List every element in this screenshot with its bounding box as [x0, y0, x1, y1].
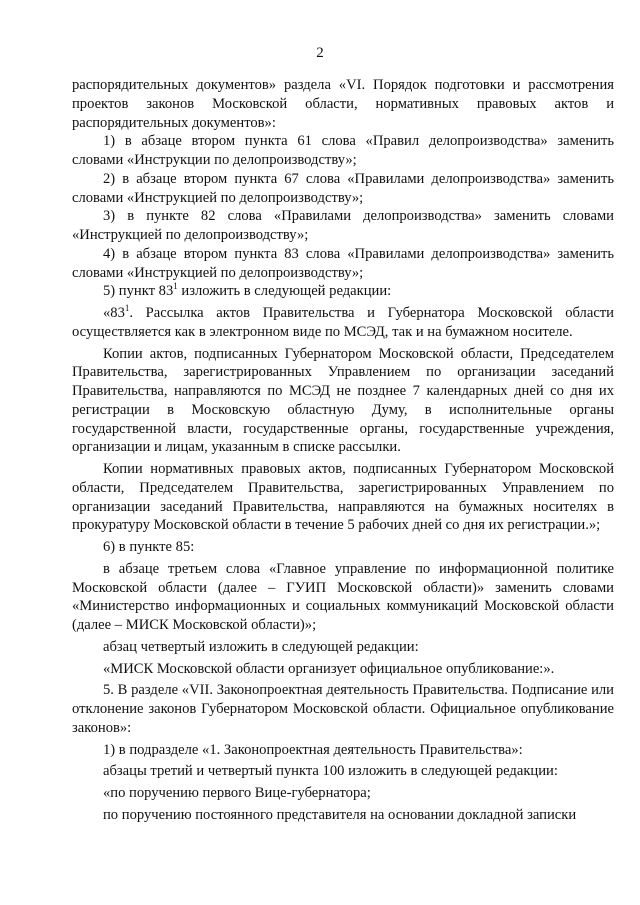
paragraph-text: 5) пункт 83 — [103, 283, 174, 300]
paragraph — [72, 282, 614, 301]
page-number: 2 — [316, 45, 324, 61]
paragraph: 1) в подразделе «1. Законопроектная деятельность Правительства»: — [103, 741, 523, 758]
paragraph-text: изложить в следующей редакции: — [177, 283, 392, 300]
paragraph: 4) в абзаце втором пункта 83 слова «Правилами делопроизводства» заменить словами «Инструкцией по делопроизводству»; — [72, 245, 614, 281]
paragraph-text: «83 — [103, 305, 125, 321]
paragraph: «МИСК Московской области организует официальное опубликование:». — [103, 660, 555, 677]
paragraph: 6) в пункте 85: — [103, 539, 195, 555]
paragraph — [72, 304, 614, 342]
paragraph: 3) в пункте 82 слова «Правилами делопроизводства» заменить словами «Инструкцией по делопроизводству»; — [72, 208, 614, 243]
paragraph: 1) в абзаце втором пункта 61 слова «Правил делопроизводства» заменить словами «Инструкции по делопроизводству»; — [72, 133, 614, 168]
paragraph: Копии актов, подписанных Губернатором Московской области, Председателем Правительства, зарегистрированных Управлением по организации заседаний Правительства, направляются по МСЭД не позднее 7 календарных дней со дня их регистрации в Московскую областную Думу, в исполнительные органы государственной власти, государственные органы, государственные учреждения, организации и лицам, указанным в списке рассылки. — [72, 345, 614, 456]
paragraph: в абзаце третьем слова «Главное управление по информационной политике Московской области (далее – ГУИП Московской области)» заменить словами «Министерство информационных и социальных коммуникаций Московской области (далее – МИСК Московской области)»; — [72, 560, 614, 633]
paragraph: абзац четвертый изложить в следующей редакции: — [103, 638, 419, 655]
superscript: 1 — [124, 303, 130, 313]
document-body — [72, 76, 614, 825]
paragraph: 5. В разделе «VII. Законопроектная деятельность Правительства. Подписание или отклонение законов Губернатором Московской области. Официальное опубликование законов»: — [72, 682, 614, 736]
paragraph: распорядительных документов» раздела «VI. Порядок подготовки и рассмотрения проектов законов Московской области, нормативных правовых актов и распорядительных документов»: — [72, 77, 614, 131]
paragraph: по поручению постоянного представителя на основании докладной записки — [103, 806, 577, 823]
paragraph: Копии нормативных правовых актов, подписанных Губернатором Московской области, Председателем Правительства, зарегистрированных Управлением по организации заседаний Правительства, направляются на бумажных носителях в прокуратуру Московской области в течение 5 рабочих дней со дня их регистрации.»; — [72, 461, 614, 534]
paragraph-text: . Рассылка актов Правительства и Губернатора Московской области осуществляется как в электронном виде по МСЭД, так и на бумажном носителе. — [72, 305, 614, 340]
paragraph: «по поручению первого Вице-губернатора; — [103, 785, 371, 801]
superscript: 1 — [173, 281, 178, 292]
paragraph: абзацы третий и четвертый пункта 100 изложить в следующей редакции: — [103, 763, 558, 780]
paragraph: 2) в абзаце втором пункта 67 слова «Правилами делопроизводства» заменить словами «Инструкцией по делопроизводству»; — [72, 170, 614, 206]
